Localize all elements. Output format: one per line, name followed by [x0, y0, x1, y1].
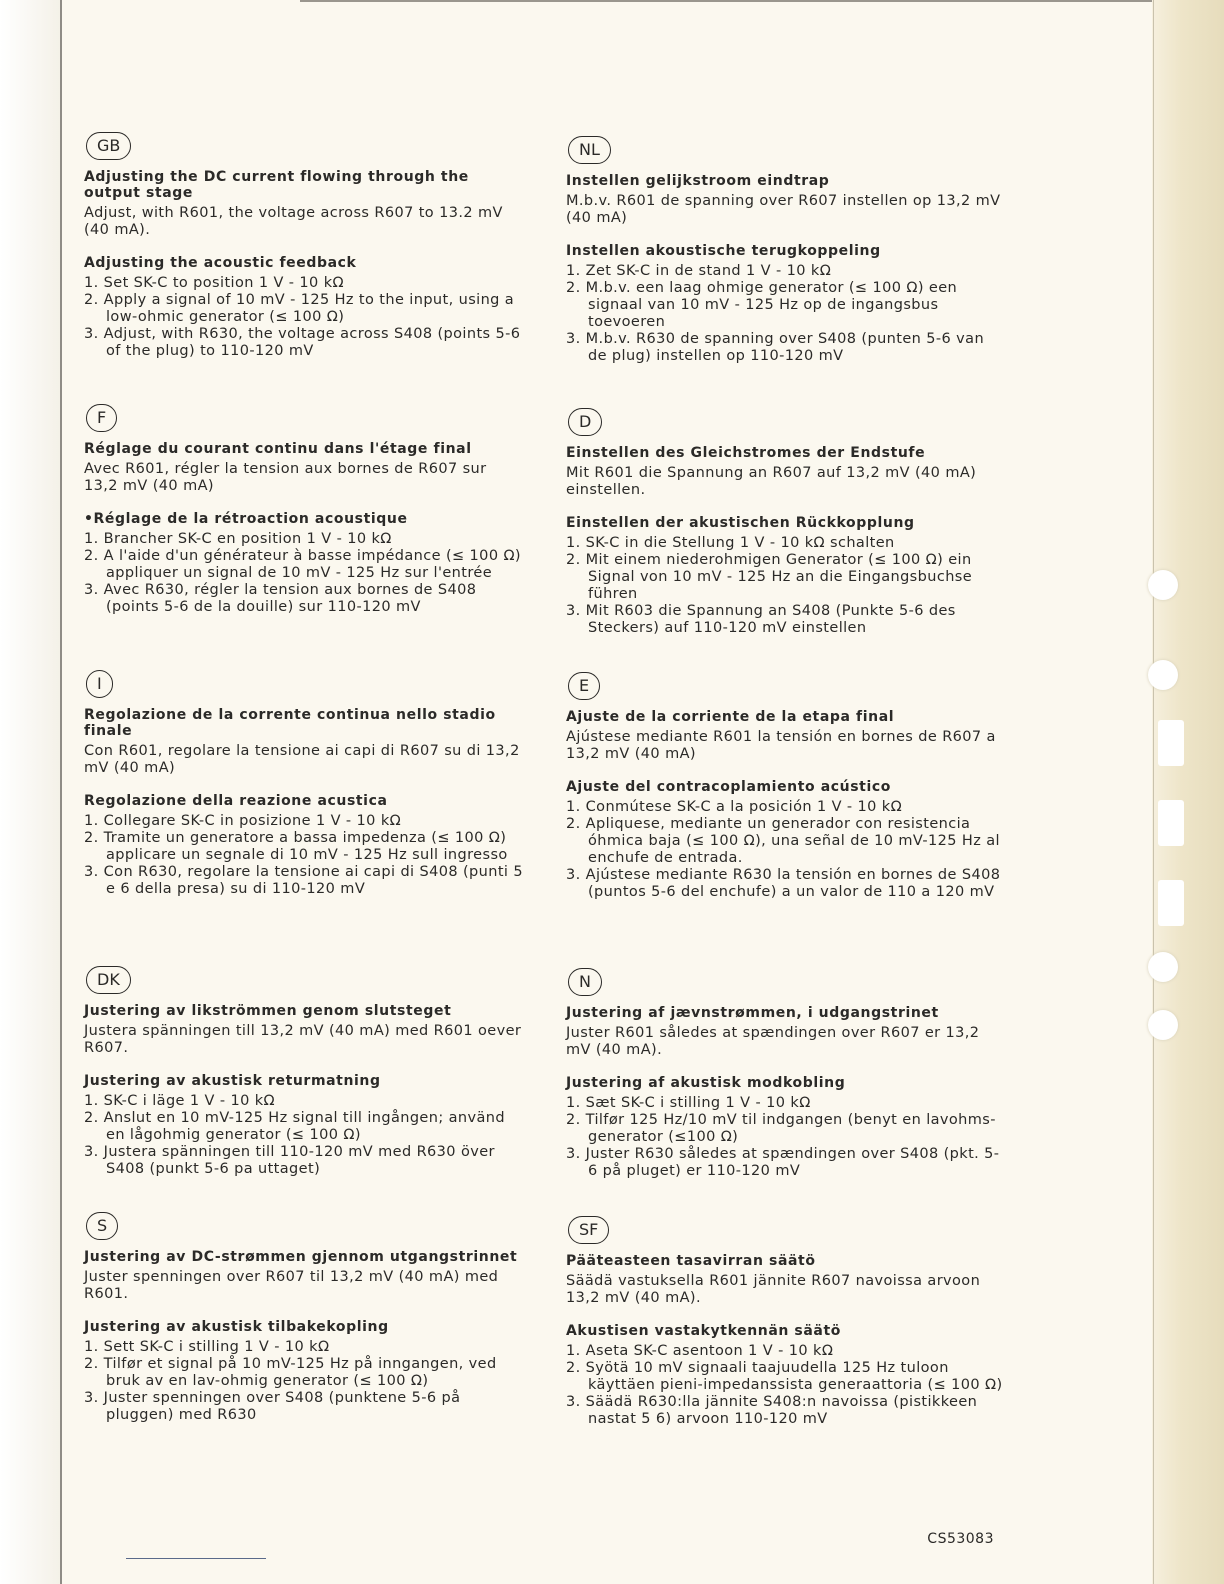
section-heading: Justering af akustisk modkobling	[566, 1075, 846, 1091]
section-text: Mit R601 die Spannung an R607 auf 13,2 mV (40 mA) einstellen.	[566, 465, 977, 498]
section-text: Juster spenningen over R607 til 13,2 mV (40 mA) med R601.	[84, 1269, 499, 1302]
bottom-edge-line	[126, 1558, 266, 1559]
list-item: 1. Sett SK-C i stilling 1 V - 10 kΩ	[84, 1339, 330, 1355]
section-nl	[566, 136, 1006, 365]
section-heading: Einstellen der akustischen Rückkopplung	[566, 515, 915, 531]
section-heading: Regolazione della reazione acustica	[84, 793, 388, 809]
section-heading: Pääteasteen tasavirran säätö	[566, 1253, 816, 1269]
list-item: 2. Apply a signal of 10 mV - 125 Hz to the input, using a low-ohmic generator (≤ 100 Ω)	[84, 292, 515, 325]
section-heading: Instellen akoustische terugkoppeling	[566, 243, 881, 259]
language-badge: DK	[86, 966, 131, 994]
right-edge-line	[1153, 0, 1154, 1584]
section-heading: Instellen gelijkstroom eindtrap	[566, 173, 830, 189]
language-badge: I	[86, 670, 113, 698]
section-heading: Einstellen des Gleichstromes der Endstufe	[566, 445, 926, 461]
paper-tab	[1158, 800, 1184, 846]
list-item: 3. Juster R630 således at spændingen over S408 (pkt. 5-6 på pluget) er 110-120 mV	[566, 1146, 1000, 1179]
top-edge-line	[300, 0, 1160, 2]
binding-edge-line	[60, 0, 62, 1584]
punch-hole	[1148, 570, 1178, 600]
paper-right-edge	[1152, 0, 1224, 1584]
list-item: 3. Justera spänningen till 110-120 mV med R630 över S408 (punkt 5-6 pa uttaget)	[84, 1144, 495, 1177]
punch-hole	[1148, 952, 1178, 982]
paper-tab	[1158, 720, 1184, 766]
section-heading: Réglage du courant continu dans l'étage final	[84, 441, 472, 457]
list-item: 2. Tilfør 125 Hz/10 mV til indgangen (benyt en lavohms-generator (≤100 Ω)	[566, 1112, 996, 1145]
section-text: Adjust, with R601, the voltage across R607 to 13.2 mV (40 mA).	[84, 205, 503, 238]
section-i	[84, 670, 524, 898]
steps-list	[566, 799, 1006, 901]
section-n	[566, 968, 1006, 1180]
punch-hole	[1148, 1010, 1178, 1040]
list-item: 3. Säädä R630:lla jännite S408:n navoissa (pistikkeen nastat 5 6) arvoon 110-120 mV	[566, 1394, 978, 1427]
list-item: 1. Brancher SK-C en position 1 V - 10 kΩ	[84, 531, 392, 547]
section-heading: Ajuste de la corriente de la etapa final	[566, 709, 895, 725]
list-item: 1. SK-C i läge 1 V - 10 kΩ	[84, 1093, 276, 1109]
section-s	[84, 1212, 524, 1424]
section-heading: Justering av akustisk returmatning	[84, 1073, 381, 1089]
list-item: 1. Collegare SK-C in posizione 1 V - 10 kΩ	[84, 813, 402, 829]
steps-list	[566, 1343, 1006, 1428]
list-item: 2. Mit einem niederohmigen Generator (≤ 100 Ω) ein Signal von 10 mV - 125 Hz an die Eingangsbuchse führen	[566, 552, 973, 602]
list-item: 3. Mit R603 die Spannung an S408 (Punkte 5-6 des Steckers) auf 110-120 mV einstellen	[566, 603, 956, 636]
section-sf	[566, 1216, 1006, 1428]
steps-list	[566, 535, 1006, 637]
list-item: 2. Tramite un generatore a bassa impedenza (≤ 100 Ω) applicare un segnale di 10 mV - 125 Hz sull ingresso	[84, 830, 508, 863]
section-heading: Regolazione de la corrente continua nello stadio finale	[84, 707, 496, 739]
document-code: CS53083	[927, 1531, 994, 1547]
section-heading: Justering av akustisk tilbakekopling	[84, 1319, 389, 1335]
list-item: 1. Sæt SK-C i stilling 1 V - 10 kΩ	[566, 1095, 811, 1111]
list-item: 2. Syötä 10 mV signaali taajuudella 125 Hz tuloon käyttäen pieni-impedanssista generaattoria (≤ 100 Ω)	[566, 1360, 1003, 1393]
section-text: Justera spänningen till 13,2 mV (40 mA) med R601 oever R607.	[84, 1023, 522, 1056]
list-item: 3. M.b.v. R630 de spanning over S408 (punten 5-6 van de plug) instellen op 110-120 mV	[566, 331, 985, 364]
list-item: 3. Adjust, with R630, the voltage across S408 (points 5-6 of the plug) to 110-120 mV	[84, 326, 521, 359]
section-text: Säädä vastuksella R601 jännite R607 navoissa arvoon 13,2 mV (40 mA).	[566, 1273, 981, 1306]
steps-list	[84, 1339, 524, 1424]
steps-list	[84, 531, 524, 616]
language-badge: N	[568, 968, 602, 996]
list-item: 2. A l'aide d'un générateur à basse impédance (≤ 100 Ω) appliquer un signal de 10 mV - 125 Hz sur l'entrée	[84, 548, 521, 581]
list-item: 3. Juster spenningen over S408 (punktene 5-6 på pluggen) med R630	[84, 1390, 461, 1423]
list-item: 1. SK-C in die Stellung 1 V - 10 kΩ schalten	[566, 535, 895, 551]
list-item: 3. Avec R630, régler la tension aux bornes de S408 (points 5-6 de la douille) sur 110-120 mV	[84, 582, 477, 615]
paper-left-margin	[0, 0, 60, 1584]
language-badge: NL	[568, 136, 611, 164]
language-badge: S	[86, 1212, 118, 1240]
section-d	[566, 408, 1006, 637]
language-badge: F	[86, 404, 117, 432]
steps-list	[84, 275, 524, 360]
steps-list	[84, 1093, 524, 1178]
language-badge: GB	[86, 132, 131, 160]
list-item: 1. Aseta SK-C asentoon 1 V - 10 kΩ	[566, 1343, 834, 1359]
section-gb	[84, 132, 524, 360]
list-item: 3. Ajústese mediante R630 la tensión en bornes de S408 (puntos 5-6 del enchufe) a un valor de 110 a 120 mV	[566, 867, 1001, 900]
section-heading: Adjusting the acoustic feedback	[84, 255, 357, 271]
language-badge: D	[568, 408, 602, 436]
language-badge: E	[568, 672, 600, 700]
punch-hole	[1148, 660, 1178, 690]
list-item: 2. Anslut en 10 mV-125 Hz signal till ingången; använd en lågohmig generator (≤ 100 Ω)	[84, 1110, 505, 1143]
steps-list	[566, 1095, 1006, 1180]
section-text: Avec R601, régler la tension aux bornes de R607 sur 13,2 mV (40 mA)	[84, 461, 487, 494]
list-item: 1. Zet SK-C in de stand 1 V - 10 kΩ	[566, 263, 832, 279]
language-badge: SF	[568, 1216, 609, 1244]
section-text: Ajústese mediante R601 la tensión en bornes de R607 a 13,2 mV (40 mA)	[566, 729, 996, 762]
section-heading: Justering av DC-strømmen gjennom utgangstrinnet	[84, 1249, 518, 1265]
steps-list	[566, 263, 1006, 365]
paper-tab	[1158, 880, 1184, 926]
section-heading: Akustisen vastakytkennän säätö	[566, 1323, 841, 1339]
section-text: M.b.v. R601 de spanning over R607 instellen op 13,2 mV (40 mA)	[566, 193, 1001, 226]
steps-list	[84, 813, 524, 898]
section-heading: Justering av likströmmen genom slutsteget	[84, 1003, 452, 1019]
section-heading: Adjusting the DC current flowing through the output stage	[84, 169, 469, 201]
list-item: 2. Apliquese, mediante un generador con resistencia óhmica baja (≤ 100 Ω), una señal de 10 mV-125 Hz al enchufe de entrada.	[566, 816, 1000, 866]
section-f	[84, 404, 524, 616]
list-item: 2. Tilfør et signal på 10 mV-125 Hz på inngangen, ved bruk av en lav-ohmig generator (≤ 100 Ω)	[84, 1356, 497, 1389]
list-item: 1. Set SK-C to position 1 V - 10 kΩ	[84, 275, 344, 291]
section-heading: •Réglage de la rétroaction acoustique	[84, 511, 408, 527]
list-item: 2. M.b.v. een laag ohmige generator (≤ 100 Ω) een signaal van 10 mV - 125 Hz op de ingangsbus toevoeren	[566, 280, 958, 330]
list-item: 1. Conmútese SK-C a la posición 1 V - 10 kΩ	[566, 799, 903, 815]
section-text: Con R601, regolare la tensione ai capi di R607 su di 13,2 mV (40 mA)	[84, 743, 520, 776]
section-dk	[84, 966, 524, 1178]
list-item: 3. Con R630, regolare la tensione ai capi di S408 (punti 5 e 6 della presa) su di 110-120 mV	[84, 864, 523, 897]
section-text: Juster R601 således at spændingen over R607 er 13,2 mV (40 mA).	[566, 1025, 980, 1058]
section-heading: Justering af jævnstrømmen, i udgangstrinet	[566, 1005, 939, 1021]
section-heading: Ajuste del contracoplamiento acústico	[566, 779, 891, 795]
section-e	[566, 672, 1006, 901]
